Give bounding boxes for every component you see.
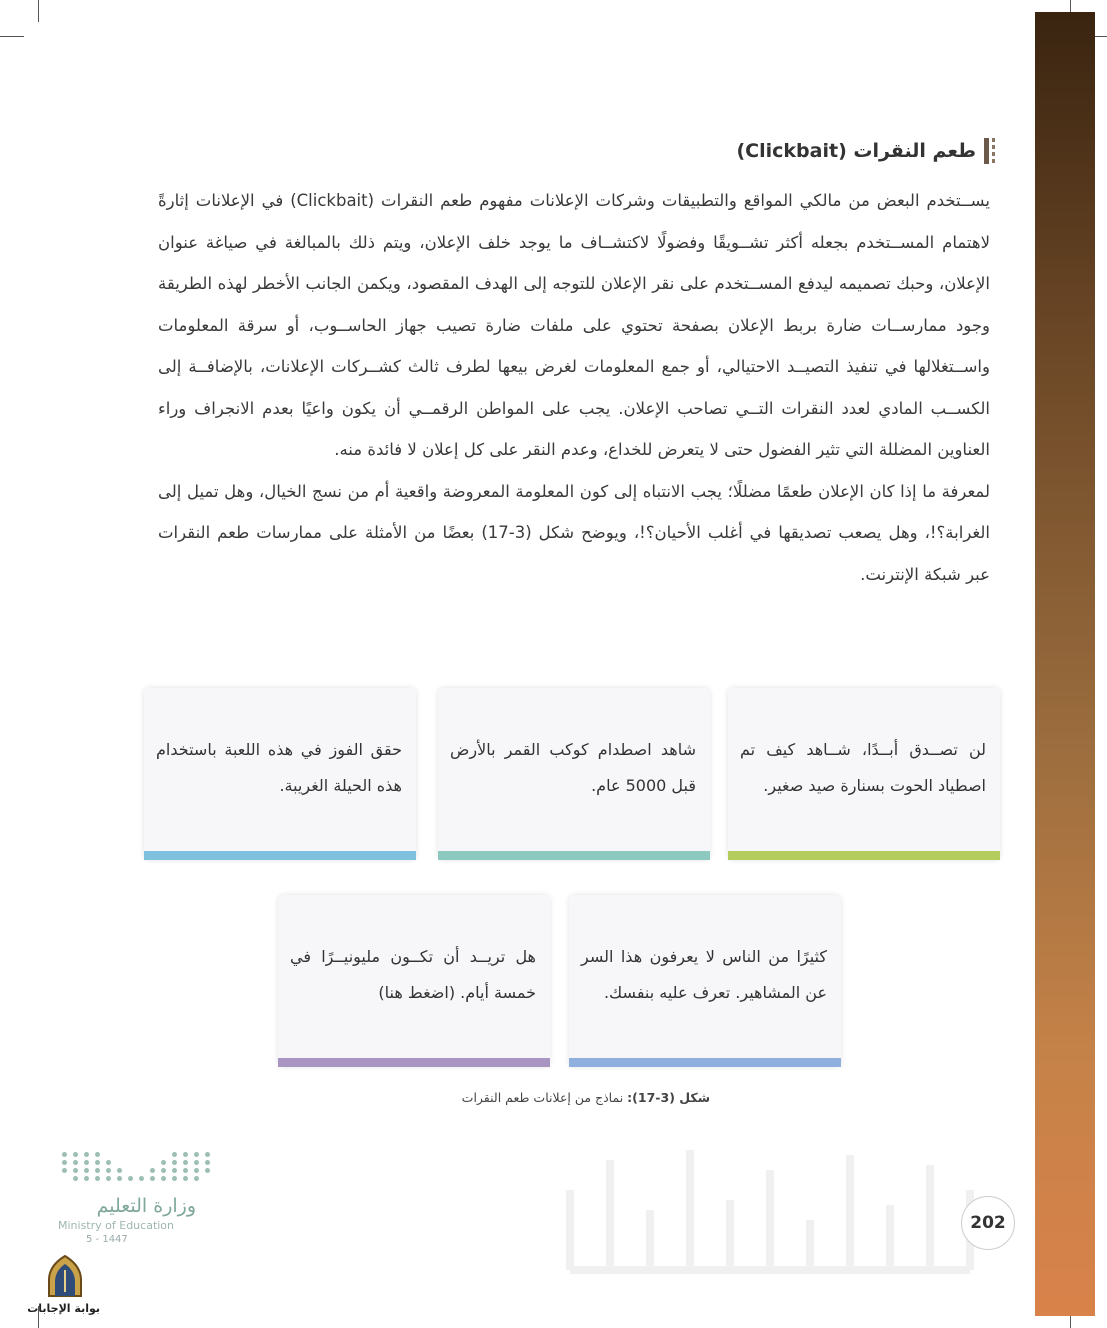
- page-number: 202: [961, 1196, 1015, 1250]
- background-pattern: [560, 1130, 980, 1280]
- heading-marker: [984, 138, 989, 164]
- card-accent-bar: [569, 1058, 841, 1067]
- crop-mark: [38, 0, 39, 22]
- card-text: شاهد اصطدام كوكب القمر بالأرض قبل 5000 عام.: [450, 740, 696, 795]
- paragraph: لمعرفة ما إذا كان الإعلان طعمًا مضللًا؛ يجب الانتباه إلى كون المعلومة المعروضة واقعية أم من نسج الخيال، وهل تميل إلى الغرابة؟!، وهل يصعب تصديقها في أغلب الأحيان؟!، ويوضح شكل (3-17) بعضًا من الأمثلة على ممارسات طعم النقرات عبر شبكة الإنترنت.: [158, 481, 991, 584]
- logo-dots-icon: [62, 1152, 202, 1181]
- card-accent-bar: [278, 1058, 550, 1067]
- card-text: هل تريــد أن تكــون مليونيــرًا في خمسة أيام. (اضغط هنا): [290, 947, 536, 1002]
- ministry-name-english: Ministry of Education: [58, 1219, 175, 1232]
- crop-mark: [0, 36, 24, 37]
- figure-caption: [400, 1090, 710, 1105]
- clickbait-example-card: [144, 688, 416, 860]
- card-text: لن تصــدق أبــدًا، شــاهد كيف تم اصطياد الحوت بسنارة صيد صغير.: [740, 740, 986, 795]
- card-accent-bar: [728, 851, 1000, 860]
- ministry-name-arabic: وزارة التعليم: [96, 1195, 196, 1217]
- clickbait-example-card: [569, 895, 841, 1067]
- caption-text: نماذج من إعلانات طعم النقرات: [461, 1090, 628, 1105]
- ministry-logo: [58, 1152, 208, 1245]
- edition-year: 5 - 1447: [86, 1234, 128, 1245]
- card-text: حقق الفوز في هذه اللعبة باستخدام هذه الحيلة الغريبة.: [156, 740, 402, 795]
- answers-portal-logo: [27, 1254, 100, 1315]
- decorative-side-strip: [1035, 12, 1095, 1316]
- section-heading: [736, 138, 989, 164]
- clickbait-example-card: [728, 688, 1000, 860]
- caption-label: شكل (3-17):: [627, 1090, 710, 1105]
- paragraph: يســتخدم البعض من مالكي المواقع والتطبيقات وشركات الإعلانات مفهوم طعم النقرات (Clickbait) في الإعلانات إثارةً لاهتمام المســتخدم بجعله أكثر تشــويقًا وفضولًا لاكتشــاف ما يوجد خلف الإعلان، ويتم ذلك بالمبالغة في صياغة عنوان الإعلان، وحبك تصميمه ليدفع المســتخدم على نقر الإعلان للتوجه إلى الهدف المقصود، ويكمن الجانب الأخطر لهذه الطريقة وجود ممارســات ضارة بربط الإعلان بصفحة تحتوي على ملفات ضارة تصيب جهاز الحاســوب، أو سرقة المعلومات واســتغلالها في تنفيذ التصيــد الاحتيالي، أو جمع المعلومات لغرض بيعها لطرف ثالث كشــركات الإعلانات، بالإضافــة إلى الكســب المادي لعدد النقرات التــي تصاحب الإعلان. يجب على المواطن الرقمــي أن يكون واعيًا بعدم الانجراف وراء العناوين المضللة التي تثير الفضول حتى لا يتعرض للخداع، وعدم النقر على كل إعلان لا فائدة منه.: [158, 191, 990, 459]
- clickbait-example-card: [438, 688, 710, 860]
- card-accent-bar: [438, 851, 710, 860]
- clickbait-example-card: [278, 895, 550, 1067]
- portal-label: بوابة الإجابات: [27, 1302, 100, 1315]
- mosque-emblem-icon: [45, 1254, 85, 1298]
- body-text: [158, 180, 990, 595]
- section-title: طعم النقرات (Clickbait): [736, 140, 976, 162]
- card-text: كثيرًا من الناس لا يعرفون هذا السر عن المشاهير. تعرف عليه بنفسك.: [581, 947, 827, 1002]
- card-accent-bar: [144, 851, 416, 860]
